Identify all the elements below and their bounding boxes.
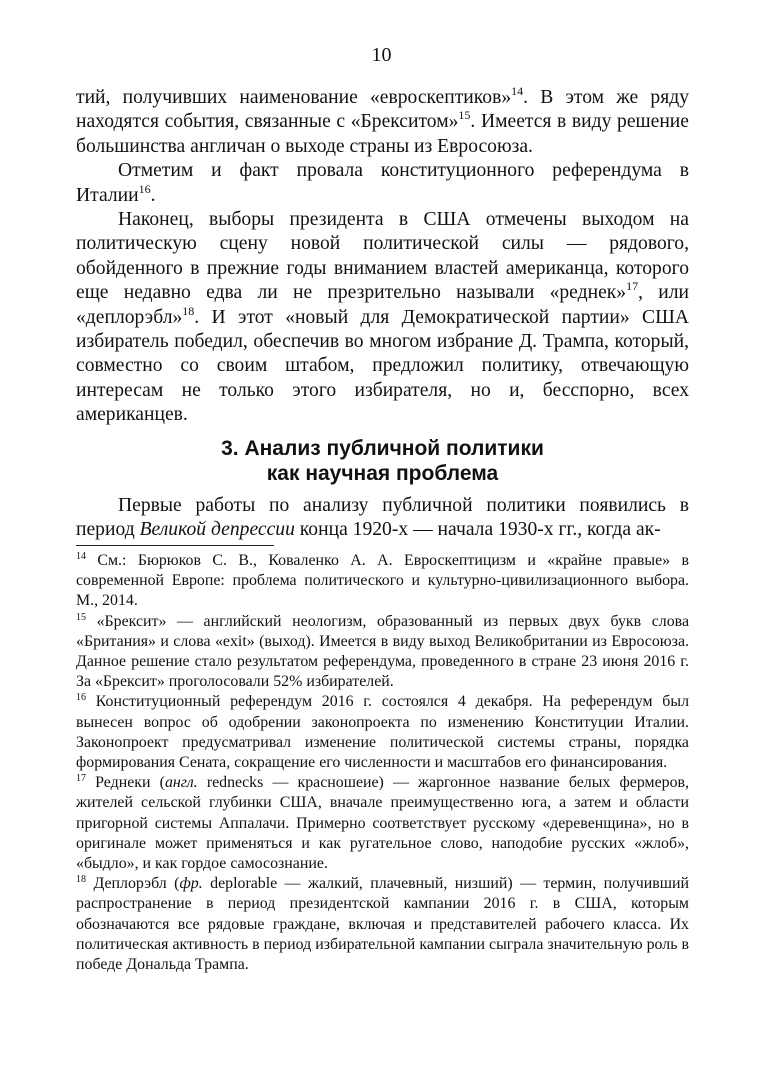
footnote-text: Деплорэбл (: [86, 875, 180, 893]
section-heading: [76, 436, 689, 486]
footnote-14: [76, 551, 689, 612]
text-span: . И этот «новый для Демократической партии» США избиратель победил, обеспечив во многом избрание Д. Трампа, который, совместно со своим штабом, предложил политику, отвечающую интересам не только этого избирателя, но и, бесспорно, всех американцев.: [76, 306, 689, 426]
paragraph-first-works: [76, 494, 689, 543]
italic-term: англ.: [164, 774, 198, 792]
page-number: 10: [371, 44, 392, 66]
heading-line-2: как научная проблема: [266, 461, 499, 485]
main-text: [76, 86, 689, 543]
footnote-ref-16[interactable]: 16: [138, 181, 151, 196]
footnote-text: См.: Бюрюков С. В., Коваленко А. А. Евроскептицизм и «крайне правые» в современной Европе: проблема политического и культурно-цивилизационного выбора. М., 2014.: [76, 552, 689, 610]
footnotes: [76, 551, 689, 975]
text-span: конца 1920-х — начала 1930-х гг., когда ак-: [294, 519, 661, 541]
footnote-text: Реднеки (: [86, 774, 165, 792]
footnote-ref-18[interactable]: 18: [182, 303, 195, 318]
footnote-text: «Брексит» — английский неологизм, образованный из первых двух букв слова «Британия» и слова «exit» (выход). Имеется в виду выход Великобритании из Евросоюза. Данное решение стало результатом референдума, проведенного в стране 23 июня 2016 г. За «Брексит» проголосовали 52% избирателей.: [76, 612, 689, 691]
footnote-number: 14: [76, 551, 86, 562]
text-span: Отметим и факт провала конституционного референдума в Италии: [76, 160, 689, 206]
footnote-18: [76, 874, 689, 975]
footnote-17: [76, 773, 689, 874]
footnote-ref-17[interactable]: 17: [626, 279, 639, 294]
footnote-divider: [76, 545, 274, 546]
footnote-number: 15: [76, 611, 86, 623]
footnote-15: [76, 612, 689, 693]
text-span: .: [150, 184, 156, 206]
footnote-number: 17: [76, 773, 86, 785]
footnote-ref-15[interactable]: 15: [458, 108, 471, 123]
footnote-text: Конституционный референдум 2016 г. состоялся 4 декабря. На референдум был вынесен вопрос об одобрении законопроекта по изменению Конституции Италии. Законопроект предусматривал изменение политической системы страны, порядка формирования Сената, сокращение его численности и масштабов его финансирования.: [76, 693, 689, 772]
paragraph-euroskeptics: [76, 86, 689, 159]
footnote-number: 16: [76, 692, 86, 704]
paragraph-us-elections: [76, 208, 689, 428]
italic-term: фр.: [179, 875, 203, 893]
italic-term: Великой депрессии: [139, 519, 295, 541]
footnote-16: [76, 692, 689, 773]
text-span: , или «деплорэбл»: [76, 282, 689, 328]
footnote-number: 18: [76, 874, 86, 886]
text-span: Первые работы по анализу публичной политики появились в период: [76, 494, 689, 541]
footnote-ref-14[interactable]: 14: [511, 84, 524, 98]
text-span: . Имеется в виду решение большинства англичан о выходе страны из Евросоюза.: [76, 111, 689, 157]
text-span: тий, получивших наименование «евроскептиков»: [76, 87, 512, 108]
heading-line-1: 3. Анализ публичной политики: [221, 436, 544, 460]
paragraph-italy-referendum: [76, 159, 689, 208]
footnote-text: deplorable — жалкий, плачевный, низший) — термин, получивший распространение в период президентской кампании 2016 г. в США, которым обозначаются все рядовые граждане, включая и представителей рабочего класса. Их политическая активность в период избирательной кампании сыграла значительную роль в победе Дональда Трампа.: [76, 875, 689, 974]
text-span: Наконец, выборы президента в США отмечены выходом на политическую сцену новой политической силы — рядового, обойденного в прежние годы вниманием властей американца, которого еще недавно едва ли не презрительно называли «реднек»: [76, 209, 689, 304]
footnote-text: rednecks — красношеие) — жаргонное название белых фермеров, жителей сельской глубинки США, вначале преимущественно юга, а затем и области пригорной системы Аппалачи. Примерно соответствует русскому «деревенщина», но в оригинале может применяться и как ругательное слово, наподобие русских «жлоб», «быдло», и как гордое самосознание.: [76, 774, 689, 873]
text-span: . В этом же ряду находятся события, связанные с «Брекситом»: [76, 87, 690, 133]
